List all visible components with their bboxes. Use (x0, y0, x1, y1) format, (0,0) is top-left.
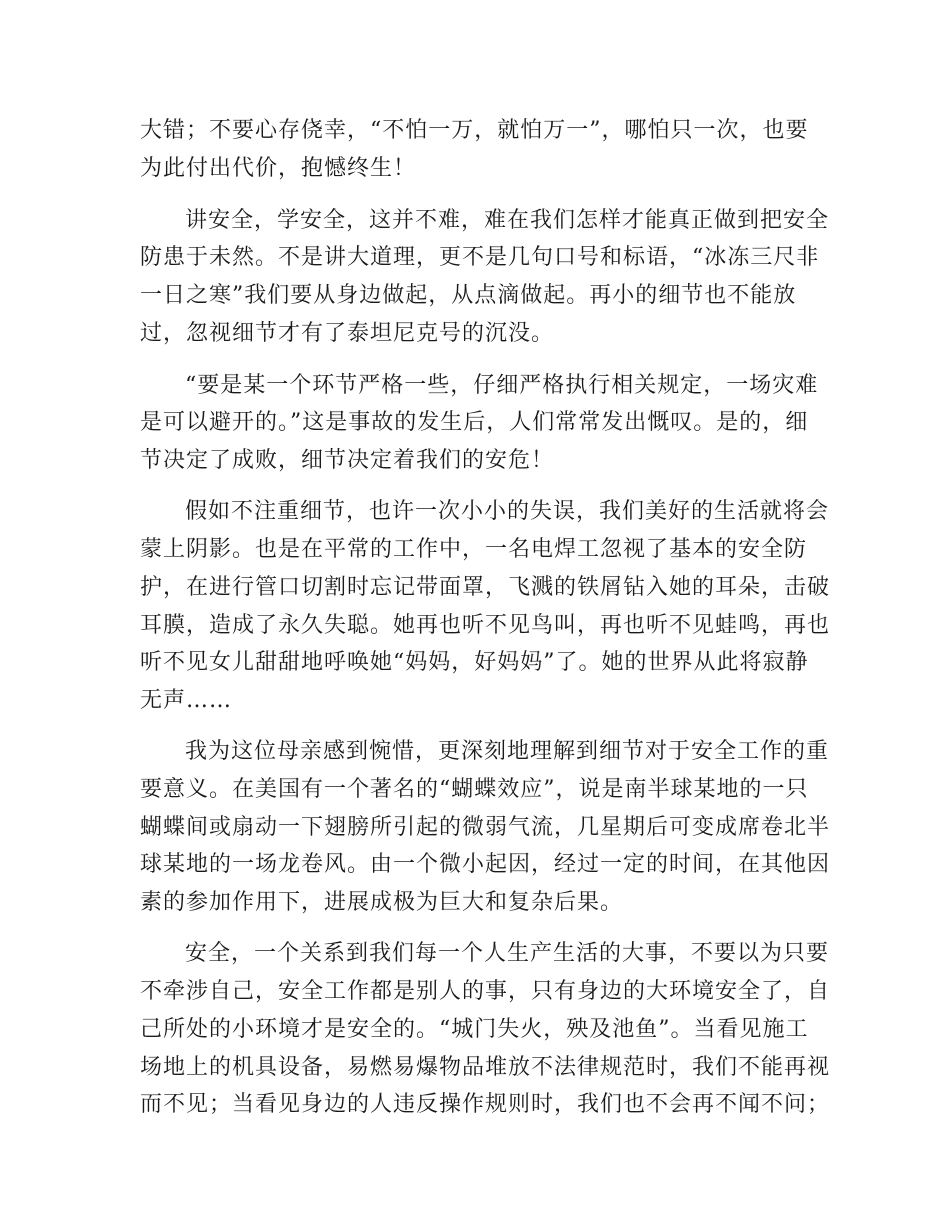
paragraph-4-line-5: 听不见女儿甜甜地呼唤她“妈妈，好妈妈”了。她的世界从此将寂静 (140, 650, 809, 675)
paragraph-6-line-3: 己所处的小环境才是安全的。“城门失火，殃及池鱼”。当看见施工 (140, 1017, 809, 1042)
paragraph-1-line-2: 为此付出代价，抱憾终生！ (140, 156, 417, 181)
paragraph-5-line-3: 蝴蝶间或扇动一下翅膀所引起的微弱气流，几星期后可变成席卷北半 (140, 815, 831, 840)
paragraph-1-line-1: 大错；不要心存侥幸，“不怕一万，就怕万一”，哪怕只一次，也要 (140, 118, 809, 143)
paragraph-2-line-3: 一日之寒”我们要从身边做起，从点滴做起。再小的细节也不能放 (140, 283, 797, 308)
paragraph-3-line-2: 是可以避开的。”这是事故的发生后，人们常常发出慨叹。是的，细 (140, 410, 809, 435)
paragraph-4-line-3: 护，在进行管口切割时忘记带面罩，飞溅的铁屑钻入她的耳朵，击破 (140, 575, 831, 600)
paragraph-5-line-4: 球某地的一场龙卷风。由一个微小起因，经过一定的时间，在其他因 (140, 852, 831, 877)
paragraph-5-line-1: 我为这位母亲感到惋惜，更深刻地理解到细节对于安全工作的重 (185, 739, 830, 764)
paragraph-5-line-2: 要意义。在美国有一个著名的“蝴蝶效应”，说是南半球某地的一只 (140, 777, 809, 802)
paragraph-4-line-2: 蒙上阴影。也是在平常的工作中，一名电焊工忽视了基本的安全防 (140, 537, 808, 562)
paragraph-3-line-3: 节决定了成败，细节决定着我们的安危！ (140, 448, 555, 473)
paragraph-4-line-1: 假如不注重细节，也许一次小小的失误，我们美好的生活就将会 (185, 499, 830, 524)
paragraph-6-line-5: 而不见；当看见身边的人违反操作规则时，我们也不会再不闻不问； (140, 1092, 831, 1117)
paragraph-2-line-2: 防患于未然。不是讲大道理，更不是几句口号和标语，“冰冻三尺非 (140, 245, 820, 270)
paragraph-2-line-4: 过，忽视细节才有了泰坦尼克号的沉没。 (140, 321, 555, 346)
paragraph-6-line-1: 安全，一个关系到我们每一个人生产生活的大事，不要以为只要 (185, 941, 830, 966)
paragraph-5-line-5: 素的参加作用下，进展成极为巨大和复杂后果。 (140, 890, 624, 915)
paragraph-4-line-6: 无声…… (140, 688, 233, 713)
paragraph-2-line-1: 讲安全，学安全，这并不难，难在我们怎样才能真正做到把安全 (185, 208, 830, 233)
paragraph-6-line-4: 场地上的机具设备，易燃易爆物品堆放不法律规范时，我们不能再视 (140, 1055, 831, 1080)
paragraph-6-line-2: 不牵涉自己，安全工作都是别人的事，只有身边的大环境安全了，自 (140, 979, 831, 1004)
paragraph-3-line-1: “要是某一个环节严格一些，仔细严格执行相关规定，一场灾难 (185, 373, 819, 398)
paragraph-4-line-4: 耳膜，造成了永久失聪。她再也听不见鸟叫，再也听不见蛙鸣，再也 (140, 613, 831, 638)
